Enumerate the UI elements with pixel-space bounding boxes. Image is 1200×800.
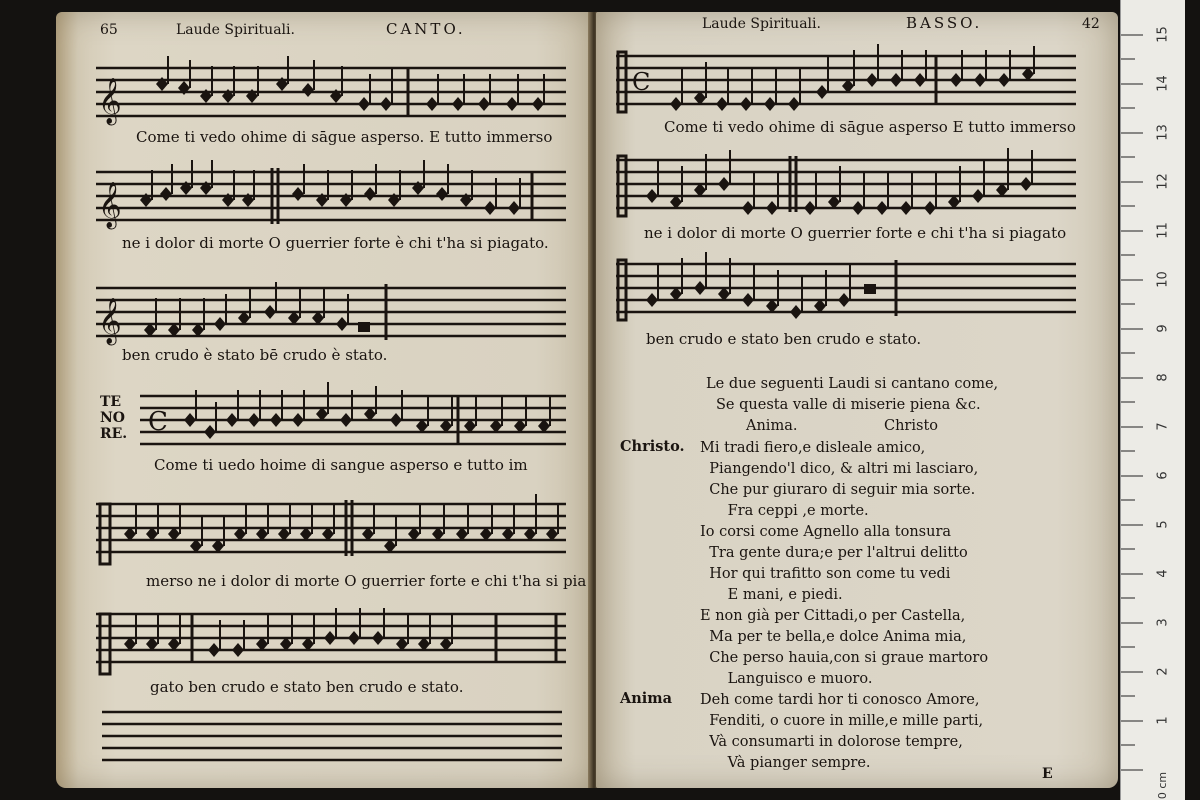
ruler-mark: 5: [1155, 520, 1171, 529]
speaker-anima: Anima: [620, 690, 673, 707]
ruler-unit: 0 cm: [1156, 771, 1170, 800]
ruler-mark: 9: [1155, 324, 1171, 333]
verse-line: Io corsi come Agnello alla tonsura: [700, 524, 952, 540]
speaker-christo: Christo.: [620, 438, 685, 455]
verse-line: Fra ceppi ,e morte.: [700, 503, 869, 519]
ruler-mark: 4: [1155, 569, 1171, 578]
lyric-line: ne i dolor di morte O guerrier forte è chi t'ha si piagato.: [122, 234, 549, 252]
lyric-line: ben crudo è stato bē crudo è stato.: [122, 346, 388, 364]
measurement-ruler: [1120, 0, 1185, 800]
svg-text:𝄞: 𝄞: [98, 78, 122, 124]
music-staff: [96, 158, 566, 230]
lyric-line: ben crudo e stato ben crudo e stato.: [646, 330, 922, 348]
ruler-mark: 2: [1155, 667, 1171, 676]
music-staff: [96, 274, 566, 346]
ruler-mark: 1: [1155, 716, 1171, 725]
open-book: [52, 12, 1122, 788]
verse-line: Hor qui trafitto son come tu vedi: [700, 566, 951, 582]
music-staff: [616, 42, 1076, 122]
verse-line: Deh come tardi hor ti conosco Amore,: [700, 692, 980, 708]
verse-intro-line: Se questa valle di miserie piena &c.: [716, 397, 981, 413]
signature-mark: E: [1042, 766, 1053, 782]
music-staff: [96, 490, 566, 570]
svg-text:C: C: [148, 407, 168, 437]
lyric-line: ne i dolor di morte O guerrier forte e chi t'ha si piagato: [644, 224, 1067, 242]
lyric-line: Come ti uedo hoime di sangue asperso e tutto im: [154, 456, 528, 474]
verse-line: Fenditi, o cuore in mille,e mille parti,: [700, 713, 984, 729]
ruler-mark: 14: [1155, 75, 1171, 92]
right-folio: 42: [1082, 16, 1100, 32]
blank-staff: [102, 704, 562, 768]
verse-line: Và pianger sempre.: [700, 755, 871, 771]
ruler-mark: 10: [1155, 271, 1171, 288]
ruler-mark: 15: [1155, 26, 1171, 43]
music-staff: [140, 382, 566, 454]
lyric-line: merso ne i dolor di morte O guerrier forte e chi t'ha si pia: [146, 572, 587, 590]
left-page: [56, 12, 594, 788]
verse-line: Piangendo'l dico, & altri mi lasciaro,: [700, 461, 979, 477]
music-staff: [616, 250, 1076, 330]
lyric-line: Come ti vedo ohime di sāgue asperso. E tutto immerso: [136, 128, 553, 146]
lyric-line: Come ti vedo ohime di sāgue asperso E tutto immerso: [664, 118, 1076, 136]
ruler-mark: 11: [1155, 222, 1171, 239]
ruler-mark: 7: [1155, 422, 1171, 431]
speaker-header-anima: Anima.: [746, 418, 798, 434]
svg-text:C: C: [632, 68, 651, 96]
ruler-mark: 13: [1155, 124, 1171, 141]
verse-line: Che pur giuraro di seguir mia sorte.: [700, 482, 976, 498]
tenore-voice-label: TE NO RE.: [100, 394, 128, 442]
ruler-mark: 12: [1155, 173, 1171, 190]
left-voice-label: CANTO.: [386, 20, 466, 38]
right-page: [596, 12, 1118, 788]
right-running-title: Laude Spirituali.: [702, 16, 821, 32]
verse-line: E non già per Cittadi,o per Castella,: [700, 608, 966, 624]
speaker-header-christo: Christo: [884, 418, 938, 434]
verse-line: Ma per te bella,e dolce Anima mia,: [700, 629, 967, 645]
svg-text:𝄞: 𝄞: [98, 298, 122, 344]
ruler-mark: 8: [1155, 373, 1171, 382]
left-folio: 65: [100, 22, 118, 38]
music-staff: [96, 54, 566, 126]
verse-line: Languisco e muoro.: [700, 671, 873, 687]
right-voice-label: BASSO.: [906, 14, 983, 32]
verse-intro-line: Le due seguenti Laudi si cantano come,: [706, 376, 999, 392]
music-staff: [616, 146, 1076, 226]
svg-text:𝄞: 𝄞: [98, 182, 122, 228]
verse-line: Và consumarti in dolorose tempre,: [700, 734, 963, 750]
ruler-mark: 3: [1155, 618, 1171, 627]
music-staff: [96, 600, 566, 680]
ruler-mark: 6: [1155, 471, 1171, 480]
verse-line: Mi tradi fiero,e disleale amico,: [700, 440, 926, 456]
left-running-title: Laude Spirituali.: [176, 22, 295, 38]
verse-line: E mani, e piedi.: [700, 587, 843, 603]
lyric-line: gato ben crudo e stato ben crudo e stato.: [150, 678, 464, 696]
verse-line: Tra gente dura;e per l'altrui delitto: [700, 545, 968, 561]
verse-line: Che perso hauia,con si graue martoro: [700, 650, 989, 666]
ruler-ticks: [1121, 0, 1185, 800]
